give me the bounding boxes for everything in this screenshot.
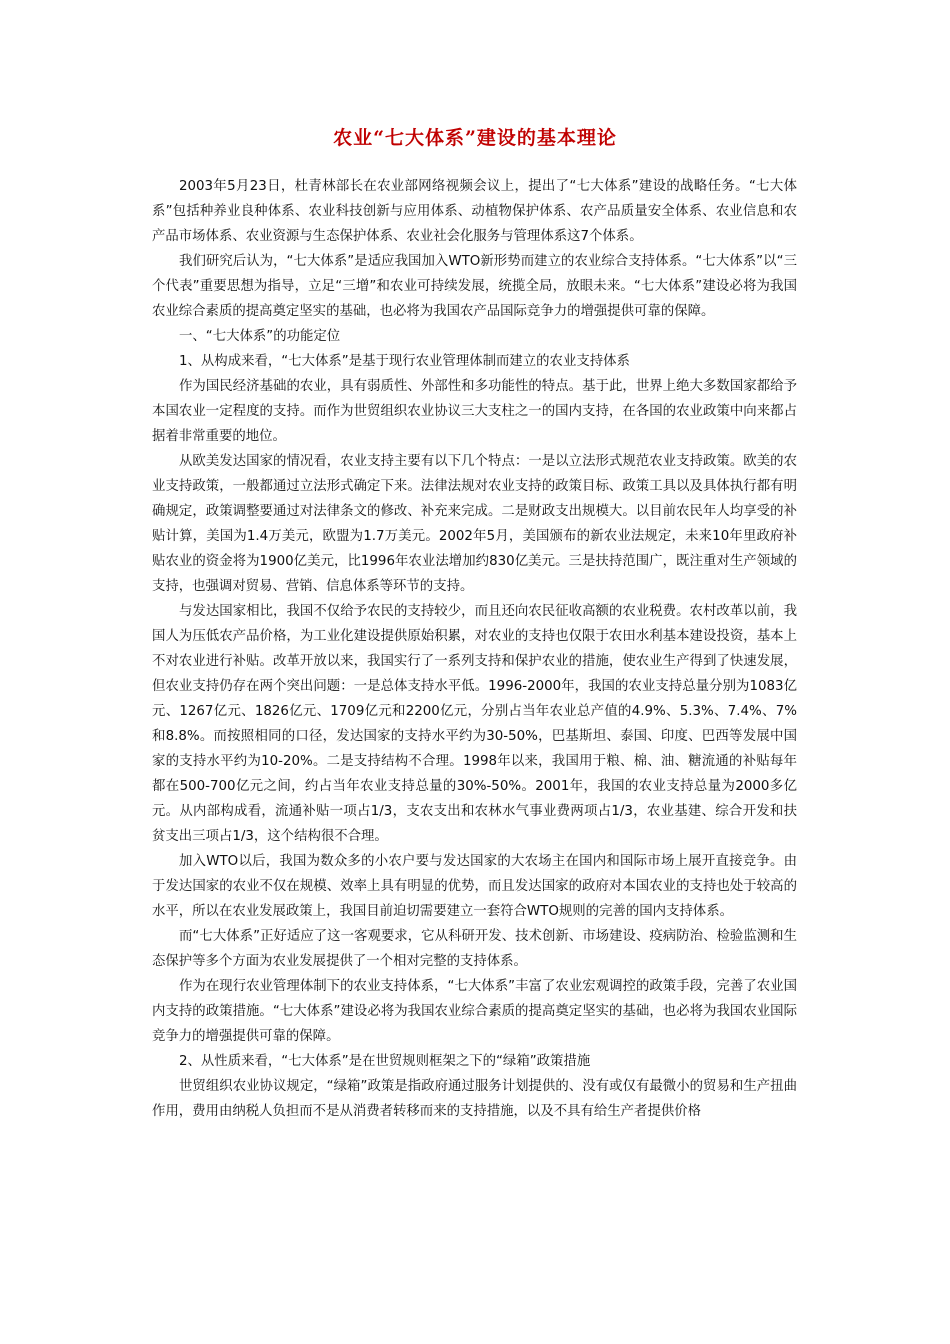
paragraph-wto-entry: 加入WTO以后，我国为数众多的小农户要与发达国家的大农场主在国内和国际市场上展开直接竞争。由于发达国家的农业不仅在规模、效率上具有明显的优势，而且发达国家的政府对本国农业的支持也处于较高的水平，所以在农业发展政策上，我国目前迫切需要建立一套符合WTO规则的完善的国内支持体系。 <box>152 854 797 919</box>
document-title: 农业“七大体系”建设的基本理论 <box>333 127 617 149</box>
subsection-heading-2: 2、从性质来看，“七大体系”是在世贸规则框架之下的“绿箱”政策措施 <box>179 1054 591 1069</box>
paragraph-seven-systems-fit: 而“七大体系”正好适应了这一客观要求，它从科研开发、技术创新、市场建设、疫病防治、检验监测和生态保护等多个方面为农业发展提供了一个相对完整的支持体系。 <box>152 929 797 969</box>
paragraph-western-support: 从欧美发达国家的情况看，农业支持主要有以下几个特点：一是以立法形式规范农业支持政策。欧美的农业支持政策，一般都通过立法形式确定下来。法律法规对农业支持的政策目标、政策工具以及具体执行都有明确规定，政策调整要通过对法律条文的修改、补充来完成。二是财政支出规模大。以目前农民年人均享受的补贴计算，美国为1.4万美元，欧盟为1.7万美元。2002年5月，美国颁布的新农业法规定，未来10年里政府补贴农业的资金将为1900亿美元，比1996年农业法增加约830亿美元。三是扶持范围广，既注重对生产领域的支持，也强调对贸易、营销、信息体系等环节的支持。 <box>152 454 797 594</box>
paragraph-china-comparison: 与发达国家相比，我国不仅给予农民的支持较少，而且还向农民征收高额的农业税费。农村改革以前，我国人为压低农产品价格，为工业化建设提供原始积累，对农业的支持也仅限于农田水利基本建设投资，基本上不对农业进行补贴。改革开放以来，我国实行了一系列支持和保护农业的措施，使农业生产得到了快速发展，但农业支持仍存在两个突出问题：一是总体支持水平低。1996-2000年，我国的农业支持总量分别为1083亿元、1267亿元、1826亿元、1709亿元和2200亿元，分别占当年农业总产值的4.9%、5.3%、7.4%、7%和8.8%。而按照相同的口径，发达国家的支持水平约为30-50%，巴基斯坦、泰国、印度、巴西等发展中国家的支持水平约为10-20%。二是支持结构不合理。1998年以来，我国用于粮、棉、油、糖流通的补贴每年都在500-700亿元之间，约占当年农业支持总量的30%-50%。2001年，我国的农业支持总量为2000多亿元。从内部构成看，流通补贴一项占1/3，支农支出和农林水气事业费两项占1/3，农业基建、综合开发和扶贫支出三项占1/3，这个结构很不合理。 <box>152 604 797 844</box>
paragraph-policy-tools: 作为在现行农业管理体制下的农业支持体系，“七大体系”丰富了农业宏观调控的政策手段，完善了农业国内支持的政策措施。“七大体系”建设必将为我国农业综合素质的提高奠定坚实的基础，也必将为我国农业国际竞争力的增强提供可靠的保障。 <box>152 979 797 1044</box>
document-body <box>152 174 797 1124</box>
section-heading-1: 一、“七大体系”的功能定位 <box>179 329 341 344</box>
paragraph-research-view: 我们研究后认为，“七大体系”是适应我国加入WTO新形势而建立的农业综合支持体系。“七大体系”以“三个代表”重要思想为指导，立足“三增”和农业可持续发展，统揽全局，放眼未来。“七大体系”建设必将为我国农业综合素质的提高奠定坚实的基础，也必将为我国农产品国际竞争力的增强提供可靠的保障。 <box>152 254 797 319</box>
paragraph-intro: 2003年5月23日，杜青林部长在农业部网络视频会议上，提出了“七大体系”建设的战略任务。“七大体系”包括种养业良种体系、农业科技创新与应用体系、动植物保护体系、农产品质量安全体系、农业信息和农产品市场体系、农业资源与生态保护体系、农业社会化服务与管理体系这7个体系。 <box>152 179 797 244</box>
paragraph-agriculture-basis: 作为国民经济基础的农业，具有弱质性、外部性和多功能性的特点。基于此，世界上绝大多数国家都给予本国农业一定程度的支持。而作为世贸组织农业协议三大支柱之一的国内支持，在各国的农业政策中向来都占据着非常重要的地位。 <box>152 379 797 444</box>
paragraph-green-box: 世贸组织农业协议规定，“绿箱”政策是指政府通过服务计划提供的、没有或仅有最微小的贸易和生产扭曲作用，费用由纳税人负担而不是从消费者转移而来的支持措施，以及不具有给生产者提供价格 <box>152 1079 797 1119</box>
subsection-heading-1: 1、从构成来看，“七大体系”是基于现行农业管理体制而建立的农业支持体系 <box>179 354 630 369</box>
